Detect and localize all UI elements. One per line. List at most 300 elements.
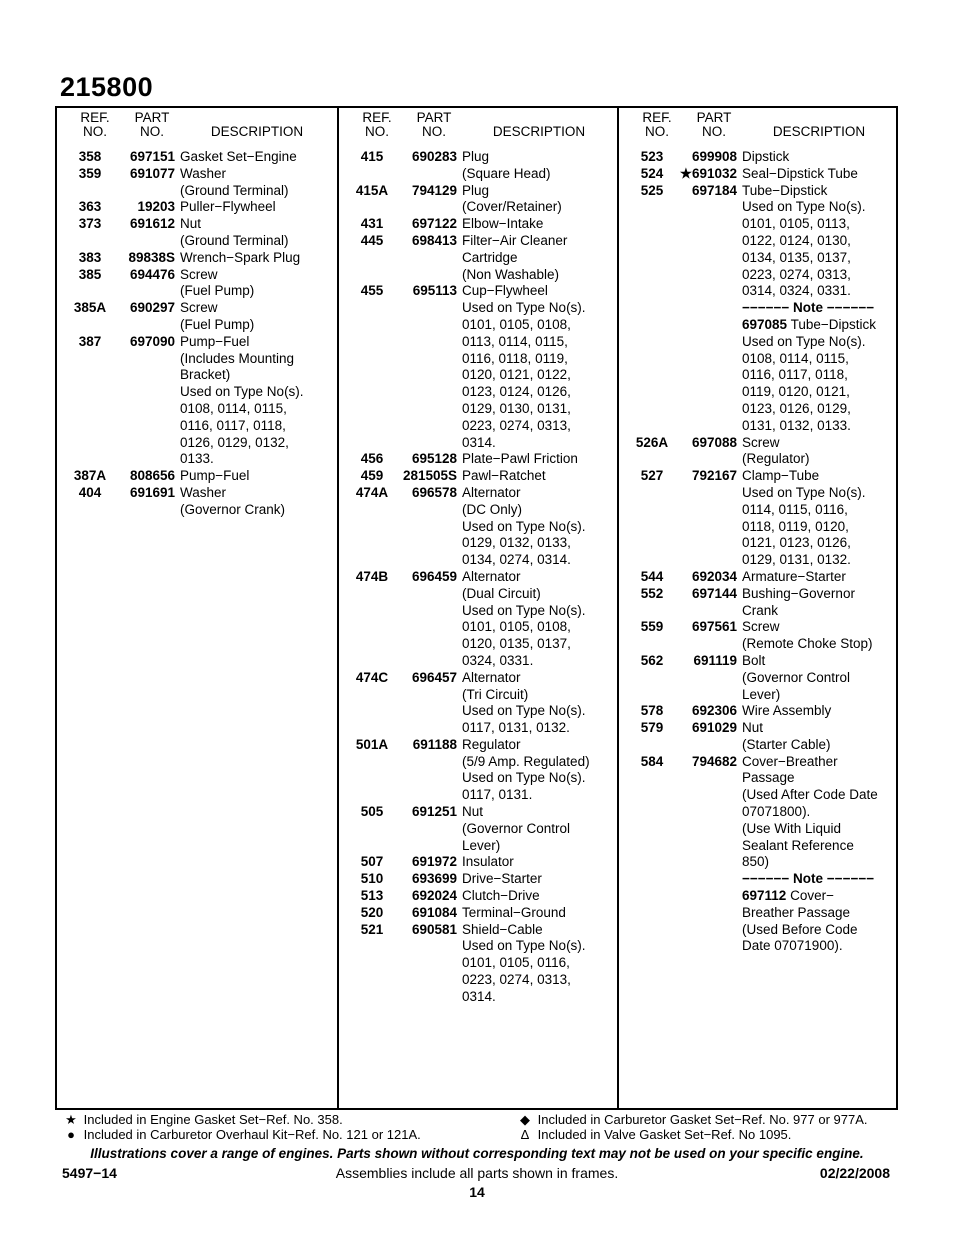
description-text: Tube−Dipstick	[787, 316, 876, 332]
description: 0101, 0105, 0113,	[742, 216, 850, 232]
header-ref: REF.	[362, 110, 392, 125]
table-row	[619, 149, 898, 166]
table-row	[339, 552, 619, 569]
part-number: 696457	[411, 669, 457, 685]
footnote-carburetor-gasket: ◆ Included in Carburetor Gasket Set−Ref. No. 977 or 977A.	[516, 1112, 868, 1127]
description: (Fuel Pump)	[180, 316, 255, 332]
ref-number: 505	[360, 804, 384, 820]
description-text: Cover−	[786, 888, 834, 904]
table-row	[339, 519, 619, 536]
ref-number: 552	[640, 585, 664, 601]
part-number: 697088	[691, 434, 737, 450]
table-row	[339, 317, 619, 334]
description: Breather Passage	[742, 904, 851, 920]
table-row	[57, 384, 337, 401]
description: 0223, 0274, 0313,	[462, 972, 571, 988]
table-row	[339, 821, 619, 838]
table-row	[339, 216, 619, 233]
table-row	[339, 502, 619, 519]
description: Used on Type No(s).	[462, 518, 586, 534]
table-row	[339, 972, 619, 989]
table-row	[339, 804, 619, 821]
description: (Remote Choke Stop)	[742, 636, 873, 652]
description: Sealant Reference	[742, 837, 854, 853]
table-row	[339, 905, 619, 922]
table-row	[619, 737, 898, 754]
part-number: 697122	[411, 216, 457, 232]
table-row	[339, 670, 619, 687]
footnote-valve-gasket: ∆ Included in Valve Gasket Set−Ref. No 1095.	[516, 1127, 791, 1142]
table-row	[619, 569, 898, 586]
table-row	[339, 418, 619, 435]
description: (Square Head)	[462, 165, 551, 181]
description: 850)	[742, 854, 770, 870]
table-row	[339, 250, 619, 267]
description	[742, 888, 834, 905]
header-desc: DESCRIPTION	[492, 124, 586, 139]
description: Alternator	[462, 669, 521, 685]
part-number: 794129	[411, 182, 457, 198]
ref-number: 562	[640, 652, 664, 668]
description: 0129, 0131, 0132.	[742, 552, 851, 568]
table-row	[619, 670, 898, 687]
ref-number: 385A	[73, 300, 107, 316]
table-row	[619, 250, 898, 267]
table-row	[619, 435, 898, 452]
ref-number: 474C	[355, 669, 389, 685]
header-ref: NO.	[644, 124, 669, 139]
part-number: 281505S	[402, 468, 457, 484]
table-row	[619, 485, 898, 502]
ref-number: 363	[78, 199, 102, 215]
table-row	[339, 283, 619, 300]
description: (Starter Cable)	[742, 736, 831, 752]
description: Used on Type No(s).	[742, 484, 866, 500]
description: Bracket)	[180, 367, 231, 383]
part-number: 691691	[129, 484, 175, 500]
table-row	[619, 619, 898, 636]
description: Used on Type No(s).	[742, 333, 866, 349]
table-row	[619, 787, 898, 804]
ref-number: 456	[360, 451, 384, 467]
description: 0117, 0131, 0132.	[462, 720, 570, 736]
table-row	[619, 720, 898, 737]
table-row	[619, 300, 898, 317]
document-date: 02/22/2008	[819, 1165, 890, 1181]
header-part: NO.	[139, 124, 164, 139]
ref-number: 383	[78, 249, 102, 265]
ref-number: 526A	[635, 434, 669, 450]
table-row	[339, 603, 619, 620]
description: Wrench−Spark Plug	[180, 249, 301, 265]
description: Cartridge	[462, 249, 518, 265]
description: Gasket Set−Engine	[180, 149, 297, 164]
part-number: 696578	[411, 484, 457, 500]
disclaimer: Illustrations cover a range of engines. Parts shown without corresponding text may not be used on your specific engine.	[90, 1146, 864, 1161]
description: Used on Type No(s).	[462, 770, 586, 786]
table-row	[339, 838, 619, 855]
description: 0116, 0118, 0119,	[462, 350, 568, 366]
description: (Cover/Retainer)	[462, 199, 562, 215]
part-number: 792167	[691, 468, 737, 484]
table-row	[57, 435, 337, 452]
table-row	[339, 720, 619, 737]
table-row	[619, 351, 898, 368]
ref-number: 415	[360, 149, 384, 164]
part-number: 691972	[411, 854, 457, 870]
description: 0101, 0105, 0108,	[462, 316, 571, 332]
ref-number: 474A	[355, 484, 389, 500]
ref-number: 459	[360, 468, 384, 484]
description: Used on Type No(s).	[462, 300, 586, 316]
description: 0101, 0105, 0116,	[462, 955, 570, 971]
description: Pump−Fuel	[180, 468, 250, 484]
description: Regulator	[462, 736, 521, 752]
description: (Used After Code Date	[742, 787, 878, 803]
table-row	[57, 233, 337, 250]
table-row	[619, 166, 898, 183]
ref-number: 559	[640, 619, 664, 635]
ref-number: 431	[360, 216, 384, 232]
assemblies-note: Assemblies include all parts shown in frames.	[335, 1165, 619, 1181]
part-number: 694476	[129, 266, 175, 282]
description: 0129, 0130, 0131,	[462, 400, 571, 416]
header-desc: DESCRIPTION	[772, 124, 866, 139]
table-row	[619, 468, 898, 485]
description: Screw	[742, 619, 780, 635]
description: Pump−Fuel	[180, 333, 250, 349]
table-row	[339, 703, 619, 720]
description: 0120, 0121, 0122,	[462, 367, 571, 383]
part-number: ★691032	[679, 165, 737, 181]
header-ref: REF.	[642, 110, 672, 125]
document-number: 5497−14	[62, 1165, 117, 1181]
ref-number: 404	[78, 484, 102, 500]
part-number: 691077	[129, 165, 175, 181]
table-row	[57, 451, 337, 468]
description: 0116, 0117, 0118,	[742, 367, 848, 383]
footnote-gasket-set: ★ Included in Engine Gasket Set−Ref. No. 358.	[62, 1112, 343, 1127]
description: Used on Type No(s).	[462, 938, 586, 954]
description: 0134, 0274, 0314.	[462, 552, 571, 568]
description: Puller−Flywheel	[180, 199, 276, 215]
alt-part-number: 697112	[742, 888, 787, 904]
description: 0223, 0274, 0313,	[742, 266, 851, 282]
table-row	[619, 703, 898, 720]
description: 0223, 0274, 0313,	[462, 417, 571, 433]
header-part: NO.	[701, 124, 726, 139]
table-row	[339, 687, 619, 704]
description: Plate−Pawl Friction	[462, 451, 578, 467]
header-part: PART	[134, 110, 170, 125]
table-row	[57, 283, 337, 300]
table-row	[57, 183, 337, 200]
diamond-icon: ◆	[520, 1112, 530, 1127]
description: Plug	[462, 182, 490, 198]
table-row	[619, 603, 898, 620]
table-row	[619, 687, 898, 704]
description: 0121, 0123, 0126,	[742, 535, 851, 551]
description: 0123, 0126, 0129,	[742, 400, 851, 416]
description: (Regulator)	[742, 451, 810, 467]
table-row	[339, 166, 619, 183]
page-number: 14	[469, 1184, 485, 1200]
part-number: 695113	[412, 283, 457, 299]
part-number: 699908	[691, 149, 737, 164]
ref-number: 521	[360, 921, 384, 937]
ref-number: 523	[640, 149, 664, 164]
part-number: 691084	[411, 904, 457, 920]
description: 0133.	[180, 451, 214, 467]
description: Screw	[180, 266, 218, 282]
table-row	[57, 250, 337, 267]
description: Passage	[742, 770, 795, 786]
ref-number: 415A	[355, 182, 389, 198]
table-row	[339, 989, 619, 1006]
description: Lever)	[462, 837, 501, 853]
description: 0134, 0135, 0137,	[742, 249, 851, 265]
part-number: 693699	[411, 871, 457, 887]
part-number: 697144	[691, 585, 737, 601]
description: 0119, 0120, 0121,	[742, 384, 850, 400]
ref-number: 507	[360, 854, 384, 870]
ref-number: 525	[640, 182, 664, 198]
part-number: 691612	[129, 216, 175, 232]
table-row	[339, 619, 619, 636]
part-number: 692024	[411, 888, 457, 904]
table-row	[57, 166, 337, 183]
description: Cup−Flywheel	[462, 283, 548, 299]
ref-number: 373	[78, 216, 102, 232]
ref-number: 455	[360, 283, 384, 299]
description: Screw	[180, 300, 218, 316]
table-row	[57, 199, 337, 216]
parts-column-1	[57, 108, 337, 1108]
table-row	[339, 267, 619, 284]
table-row	[57, 267, 337, 284]
description: 0314.	[462, 988, 496, 1004]
footnote-carburetor-overhaul: ● Included in Carburetor Overhaul Kit−Ref. No. 121 or 121A.	[62, 1127, 421, 1142]
part-number: 691251	[411, 804, 457, 820]
description: Bushing−Governor	[742, 585, 855, 601]
table-row	[619, 535, 898, 552]
table-row	[339, 636, 619, 653]
description: 0314.	[462, 434, 496, 450]
description: 0123, 0124, 0126,	[462, 384, 571, 400]
table-row	[339, 233, 619, 250]
ref-number: 445	[360, 232, 384, 248]
bullet-icon: ●	[67, 1127, 75, 1142]
part-number: 691119	[693, 652, 737, 668]
table-row	[339, 922, 619, 939]
description: Used on Type No(s).	[180, 384, 304, 400]
table-row	[57, 351, 337, 368]
description: Cover−Breather	[742, 753, 838, 769]
table-row	[57, 334, 337, 351]
table-row	[619, 770, 898, 787]
ref-number: 527	[640, 468, 664, 484]
table-row	[619, 754, 898, 771]
description: 0101, 0105, 0108,	[462, 619, 571, 635]
table-row	[339, 787, 619, 804]
table-row	[619, 199, 898, 216]
part-number: 690297	[129, 300, 175, 316]
description: Nut	[462, 804, 484, 820]
table-row	[619, 804, 898, 821]
description: (Governor Control	[742, 669, 851, 685]
table-row	[339, 183, 619, 200]
part-number: 691188	[412, 736, 457, 752]
note-divider: −−−−−− Note −−−−−−	[742, 871, 875, 887]
part-number: 690283	[411, 149, 457, 164]
header-ref: NO.	[82, 124, 107, 139]
table-row	[339, 754, 619, 771]
table-row	[619, 401, 898, 418]
ref-number: 579	[640, 720, 664, 736]
table-row	[57, 300, 337, 317]
description: (Ground Terminal)	[180, 182, 289, 198]
table-row	[619, 267, 898, 284]
description: 0116, 0117, 0118,	[180, 417, 286, 433]
description: 0126, 0129, 0132,	[180, 434, 289, 450]
table-row	[339, 300, 619, 317]
description: 0324, 0331.	[462, 652, 534, 668]
table-row	[619, 871, 898, 888]
description: (DC Only)	[462, 501, 522, 517]
description: (Governor Control	[462, 820, 571, 836]
table-row	[619, 519, 898, 536]
table-row	[57, 502, 337, 519]
part-number: 691029	[691, 720, 737, 736]
table-row	[339, 888, 619, 905]
description: 0118, 0119, 0120,	[742, 518, 849, 534]
table-row	[619, 821, 898, 838]
description: Washer	[180, 165, 227, 181]
description: 0120, 0135, 0137,	[462, 636, 571, 652]
description: (Non Washable)	[462, 266, 560, 282]
parts-rows	[619, 149, 898, 955]
table-row	[339, 435, 619, 452]
parts-column-2	[337, 108, 619, 1108]
part-number: 697184	[691, 182, 737, 198]
table-row	[619, 636, 898, 653]
table-row	[339, 485, 619, 502]
header-part: NO.	[421, 124, 446, 139]
ref-number: 510	[360, 871, 384, 887]
table-row	[57, 468, 337, 485]
part-number: 794682	[691, 753, 737, 769]
parts-rows	[57, 149, 337, 519]
description: (Tri Circuit)	[462, 686, 529, 702]
table-row	[339, 401, 619, 418]
part-number: 698413	[411, 232, 457, 248]
table-row	[619, 334, 898, 351]
table-row	[57, 216, 337, 233]
table-row	[57, 317, 337, 334]
table-row	[619, 367, 898, 384]
model-number: 215800	[60, 72, 154, 102]
ref-number: 474B	[355, 568, 389, 584]
part-number: 696459	[411, 568, 457, 584]
table-row	[619, 552, 898, 569]
ref-number: 520	[360, 904, 384, 920]
table-row	[57, 401, 337, 418]
description: 0131, 0132, 0133.	[742, 417, 851, 433]
part-number: 692034	[691, 568, 737, 584]
table-row	[619, 838, 898, 855]
table-row	[619, 384, 898, 401]
table-row	[339, 854, 619, 871]
part-number: 695128	[411, 451, 457, 467]
description: Clamp−Tube	[742, 468, 820, 484]
header-ref: REF.	[80, 110, 110, 125]
description: 07071800).	[742, 804, 811, 820]
part-number: 690581	[411, 921, 457, 937]
table-row	[619, 317, 898, 334]
table-row	[339, 871, 619, 888]
table-row	[619, 502, 898, 519]
description: 0314, 0324, 0331.	[742, 283, 851, 299]
ref-number: 524	[640, 165, 664, 181]
table-row	[619, 233, 898, 250]
description: Alternator	[462, 568, 521, 584]
table-row	[619, 283, 898, 300]
description: (Dual Circuit)	[462, 585, 541, 601]
part-number: 19203	[137, 199, 175, 215]
table-row	[619, 922, 898, 939]
part-number: 808656	[129, 468, 175, 484]
description: Lever)	[742, 686, 781, 702]
table-row	[619, 216, 898, 233]
part-number: 697090	[129, 333, 175, 349]
table-row	[339, 149, 619, 166]
table-row	[339, 367, 619, 384]
table-row	[339, 955, 619, 972]
table-row	[619, 888, 898, 905]
description: Armature−Starter	[742, 568, 846, 584]
description: Used on Type No(s).	[462, 602, 586, 618]
table-row	[57, 418, 337, 435]
description: (Ground Terminal)	[180, 232, 289, 248]
description: 0108, 0114, 0115,	[180, 400, 287, 416]
ref-number: 359	[78, 165, 102, 181]
description: Used on Type No(s).	[742, 199, 866, 215]
header-desc: DESCRIPTION	[210, 124, 304, 139]
table-row	[619, 653, 898, 670]
description: (5/9 Amp. Regulated)	[462, 753, 590, 769]
description: (Use With Liquid	[742, 820, 842, 836]
table-row	[339, 351, 619, 368]
description: Nut	[742, 720, 764, 736]
table-row	[339, 451, 619, 468]
description: Plug	[462, 149, 490, 164]
header-part: PART	[696, 110, 732, 125]
header-ref: NO.	[364, 124, 389, 139]
description: Drive−Starter	[462, 871, 542, 887]
parts-rows	[339, 149, 619, 1006]
ref-number: 584	[640, 753, 664, 769]
parts-table-frame	[55, 106, 898, 1110]
table-row	[619, 183, 898, 200]
description: (Includes Mounting	[180, 350, 295, 366]
description: Crank	[742, 602, 779, 618]
table-row	[619, 905, 898, 922]
part-number: 697561	[691, 619, 737, 635]
description: Elbow−Intake	[462, 216, 544, 232]
ref-number: 387	[78, 333, 102, 349]
header-part: PART	[416, 110, 452, 125]
description: 0129, 0132, 0133,	[462, 535, 571, 551]
